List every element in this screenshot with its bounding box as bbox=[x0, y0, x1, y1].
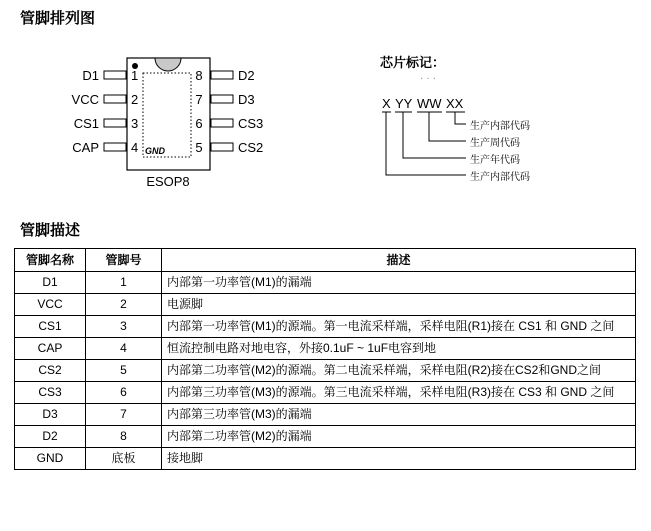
pin-lead bbox=[104, 95, 126, 103]
chip-pinout-diagram bbox=[0, 0, 651, 240]
pin-name-cell: D1 bbox=[15, 272, 86, 294]
header-pin-number: 管脚号 bbox=[86, 249, 162, 272]
pin-number-cell: 5 bbox=[86, 360, 162, 382]
pin-lead bbox=[211, 95, 233, 103]
marking-title: 芯片标记： bbox=[380, 56, 446, 71]
pin-number-cell: 1 bbox=[86, 272, 162, 294]
pin-number-cell: 7 bbox=[86, 404, 162, 426]
marking-desc: 生产内部代码 bbox=[470, 172, 530, 183]
pin-lead bbox=[211, 143, 233, 151]
marking-code-x: X bbox=[382, 96, 391, 111]
pin-name-cell: D3 bbox=[15, 404, 86, 426]
pin-number-left: 1 bbox=[131, 68, 139, 83]
table-row bbox=[15, 448, 636, 470]
pin-desc-cell: 内部第二功率管(M2)的漏端 bbox=[162, 426, 636, 448]
pin-lead bbox=[104, 71, 126, 79]
pin-number-cell: 3 bbox=[86, 316, 162, 338]
table-row bbox=[15, 382, 636, 404]
pin-number-cell: 6 bbox=[86, 382, 162, 404]
header-pin-name: 管脚名称 bbox=[15, 249, 86, 272]
pin-number-cell: 4 bbox=[86, 338, 162, 360]
pin-desc-cell: 电源脚 bbox=[162, 294, 636, 316]
pin-name-right: D2 bbox=[238, 68, 255, 83]
package-name: ESOP8 bbox=[146, 174, 190, 189]
header-description: 描述 bbox=[162, 249, 636, 272]
pin-name-cell: CS3 bbox=[15, 382, 86, 404]
pin-name-right: CS3 bbox=[238, 116, 264, 131]
pin-name-left: D1 bbox=[82, 68, 99, 83]
marking-code-ww: WW bbox=[417, 96, 442, 111]
table-row bbox=[15, 272, 636, 294]
pin-desc-cell: 内部第三功率管(M3)的漏端 bbox=[162, 404, 636, 426]
marking-code-xx: XX bbox=[446, 96, 464, 111]
marking-desc: 生产内部代码 bbox=[470, 121, 530, 132]
pin-name-right: D3 bbox=[238, 92, 255, 107]
pin-number-left: 4 bbox=[131, 140, 139, 155]
marking-desc: 生产年代码 bbox=[470, 155, 520, 166]
table-row bbox=[15, 360, 636, 382]
pin-desc-cell: 接地脚 bbox=[162, 448, 636, 470]
pin-number-right: 6 bbox=[195, 116, 203, 131]
pin-name-cell: CS1 bbox=[15, 316, 86, 338]
pin-description-table bbox=[14, 248, 636, 470]
pinout-title: 管脚排列图 bbox=[20, 9, 96, 27]
marking-code-yy: YY bbox=[395, 96, 413, 111]
pin-lead bbox=[104, 119, 126, 127]
marking-dots: · · · bbox=[420, 74, 436, 85]
table-row bbox=[15, 294, 636, 316]
pin-number-cell: 底板 bbox=[86, 448, 162, 470]
pin-name-cell: D2 bbox=[15, 426, 86, 448]
pin-name-left: CAP bbox=[72, 140, 99, 155]
pin-name-right: CS2 bbox=[238, 140, 264, 155]
pin-number-right: 7 bbox=[195, 92, 203, 107]
pin-name-left: VCC bbox=[71, 92, 99, 107]
pin-name-cell: GND bbox=[15, 448, 86, 470]
pin-number-left: 2 bbox=[131, 92, 139, 107]
pin-lead bbox=[104, 143, 126, 151]
pin-number-right: 5 bbox=[195, 140, 203, 155]
table-row bbox=[15, 426, 636, 448]
pin-number-cell: 2 bbox=[86, 294, 162, 316]
table-row bbox=[15, 316, 636, 338]
pin-desc-cell: 内部第二功率管(M2)的源端。第二电流采样端，采样电阻(R2)接在CS2和GND之间 bbox=[162, 360, 636, 382]
pin-desc-cell: 内部第一功率管(M1)的源端。第一电流采样端，采样电阻(R1)接在 CS1 和 GND 之间 bbox=[162, 316, 636, 338]
pin-name-cell: VCC bbox=[15, 294, 86, 316]
gnd-pad-label: GND bbox=[145, 146, 165, 156]
pin-description-title: 管脚描述 bbox=[20, 221, 81, 239]
marking-desc: 生产周代码 bbox=[470, 138, 520, 149]
pin-lead bbox=[211, 119, 233, 127]
pin-number-cell: 8 bbox=[86, 426, 162, 448]
pin-number-right: 8 bbox=[195, 68, 203, 83]
pin-desc-cell: 恒流控制电路对地电容，外接0.1uF ~ 1uF电容到地 bbox=[162, 338, 636, 360]
table-row bbox=[15, 338, 636, 360]
pin-desc-cell: 内部第三功率管(M3)的源端。第三电流采样端，采样电阻(R3)接在 CS3 和 GND 之间 bbox=[162, 382, 636, 404]
table-row bbox=[15, 404, 636, 426]
pin-lead bbox=[211, 71, 233, 79]
pin-desc-cell: 内部第一功率管(M1)的漏端 bbox=[162, 272, 636, 294]
table-header-row bbox=[15, 249, 636, 272]
pin-name-left: CS1 bbox=[73, 116, 99, 131]
pin-name-cell: CAP bbox=[15, 338, 86, 360]
pin-name-cell: CS2 bbox=[15, 360, 86, 382]
pin-number-left: 3 bbox=[131, 116, 139, 131]
marking-leader-lines bbox=[382, 112, 466, 175]
